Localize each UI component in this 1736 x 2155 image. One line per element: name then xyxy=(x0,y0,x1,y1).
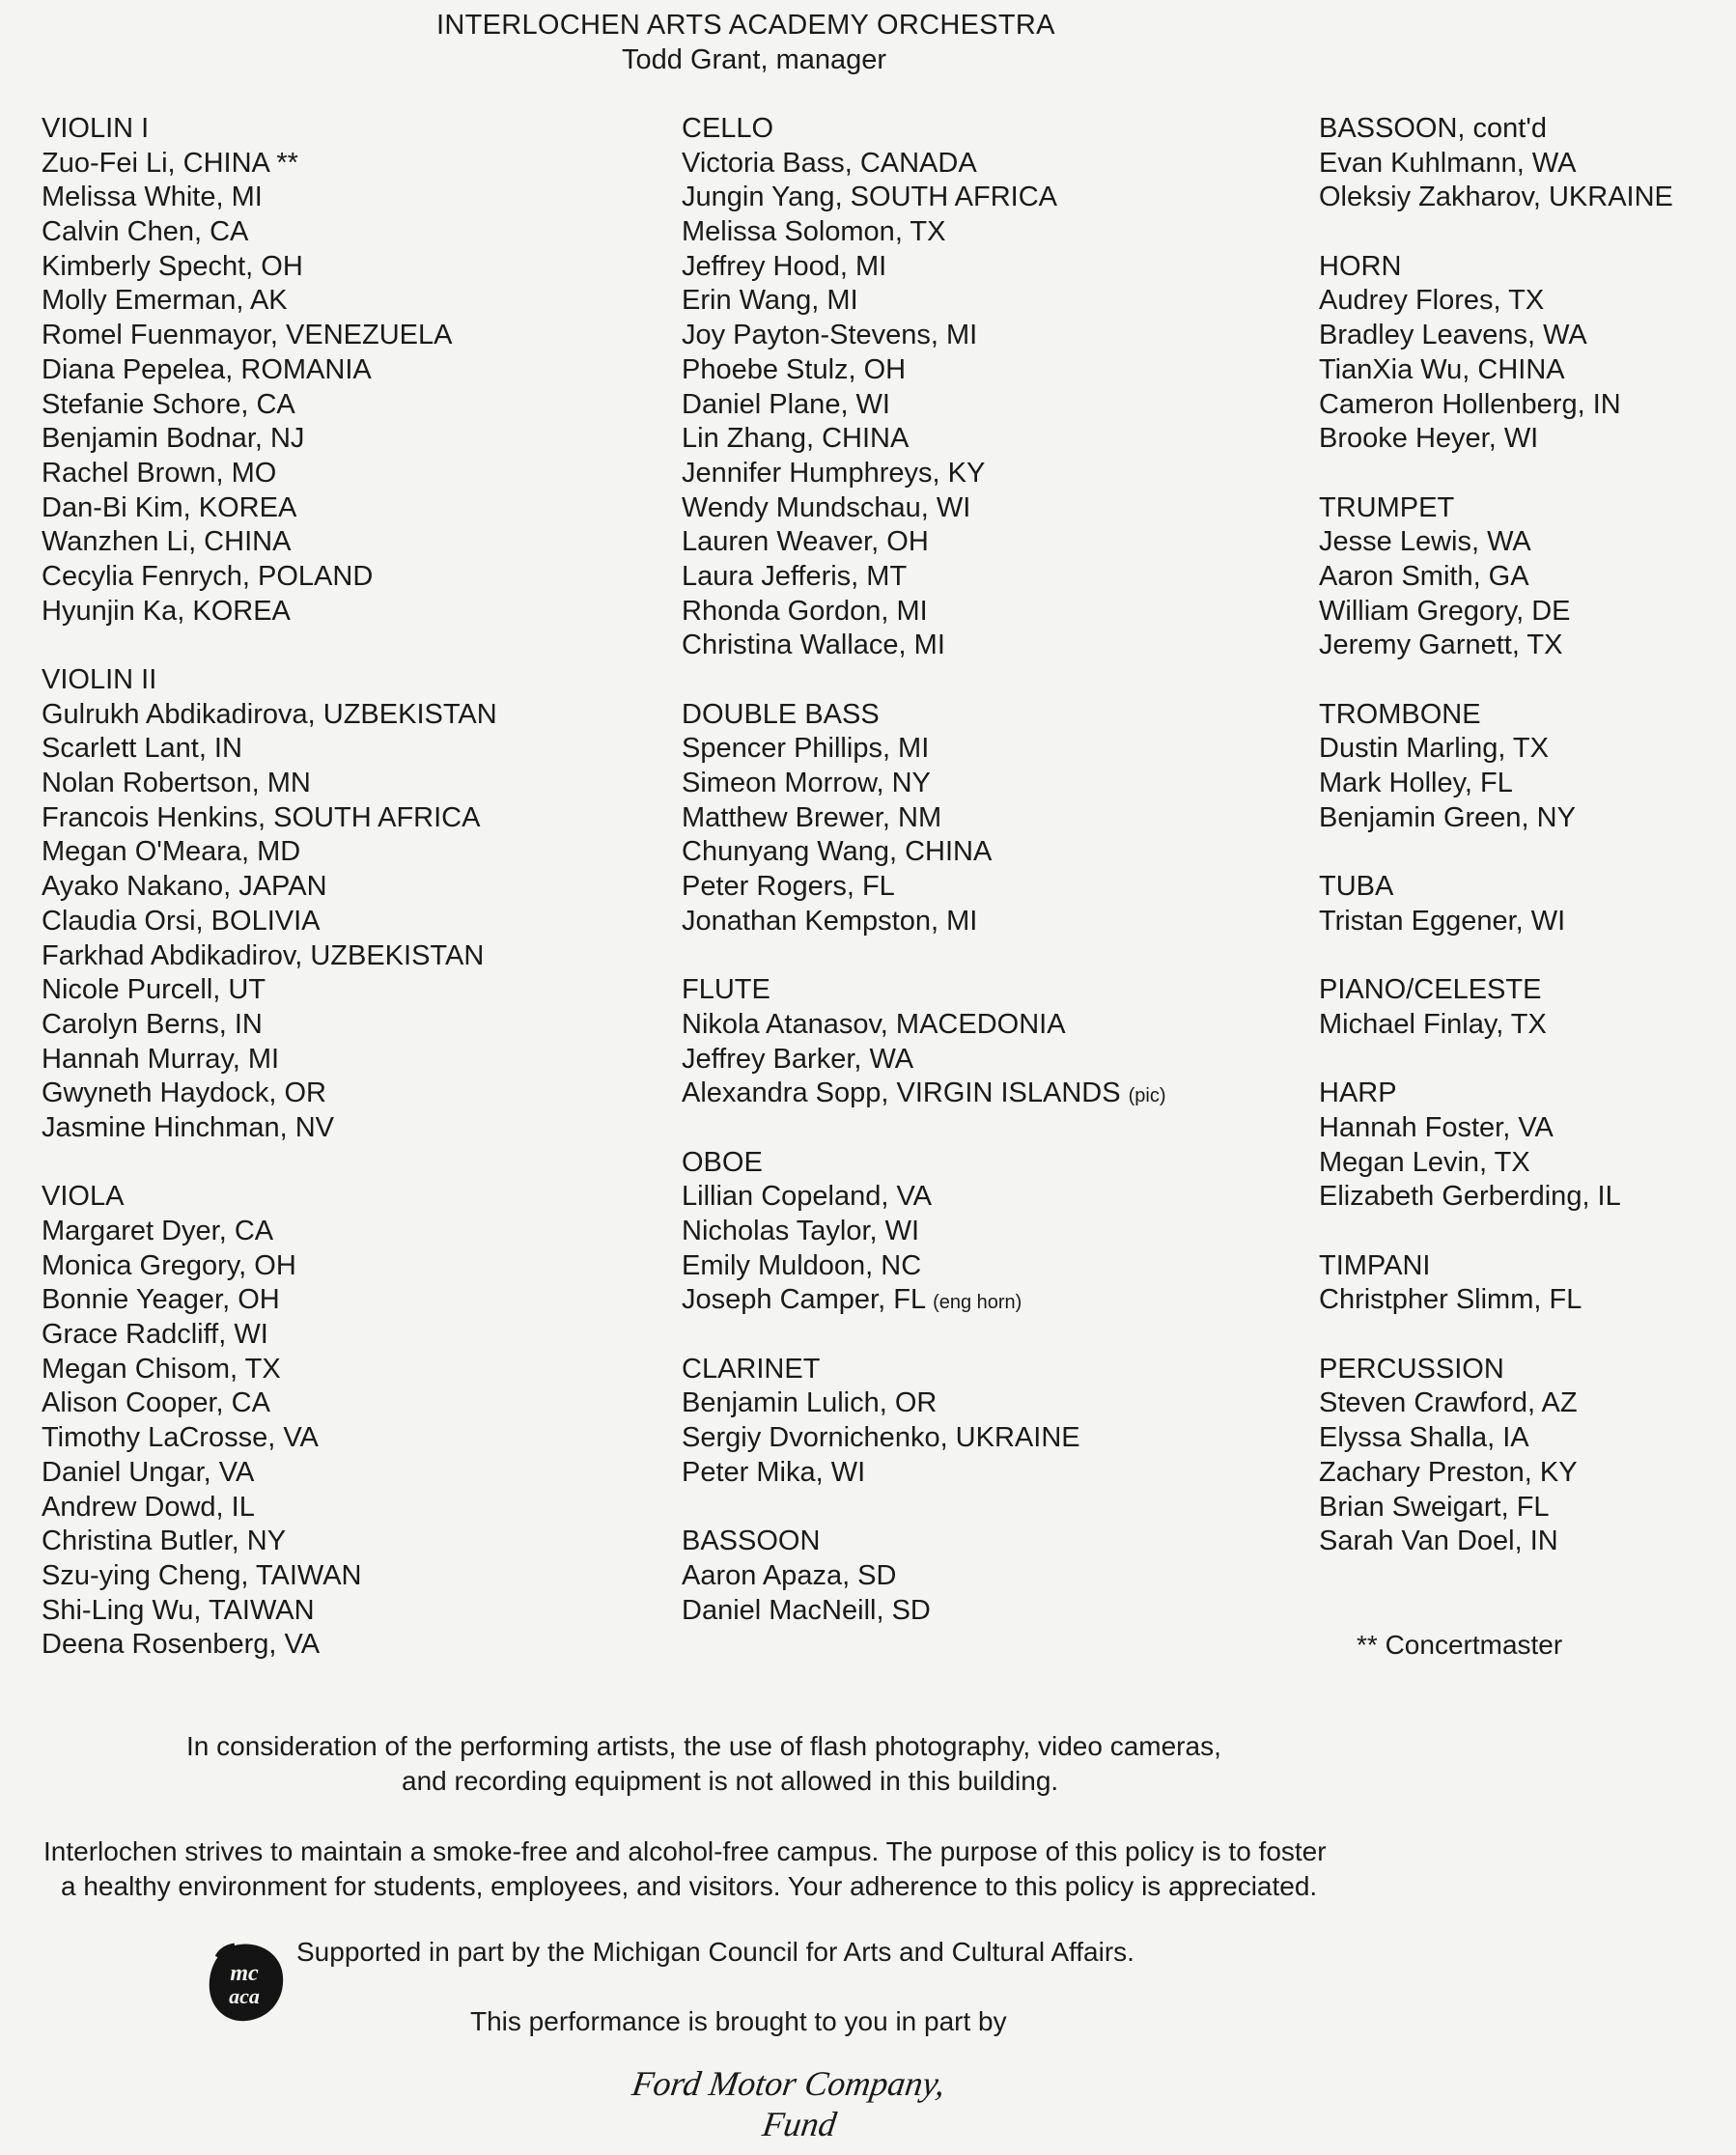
section-spacer xyxy=(1319,835,1673,870)
roster-section xyxy=(42,663,497,1146)
musician-entry: Joy Payton-Stevens, MI xyxy=(682,320,978,351)
section-spacer xyxy=(1319,663,1673,698)
musician-entry: Lillian Copeland, VA xyxy=(682,1181,933,1213)
roster-section xyxy=(42,112,497,629)
musician-entry: Ayako Nakano, JAPAN xyxy=(42,871,327,903)
roster-section xyxy=(682,112,1166,663)
musician-entry: Spencer Phillips, MI xyxy=(682,733,930,765)
musician-entry: Gulrukh Abdikadirova, UZBEKISTAN xyxy=(42,698,497,730)
section-spacer xyxy=(682,663,1166,698)
musician-entry: Grace Radcliff, WI xyxy=(42,1319,268,1351)
section-spacer xyxy=(42,1146,497,1181)
section-spacer xyxy=(1319,457,1673,491)
musician-entry: William Gregory, DE xyxy=(1319,595,1571,627)
musician-entry: Christina Wallace, MI xyxy=(682,630,945,661)
photo-notice-line-1: In consideration of the performing artists, the use of flash photography, video cameras, xyxy=(186,1731,1221,1761)
musician-entry: Zuo-Fei Li, CHINA ** xyxy=(42,147,298,179)
ford-signature-line-1: Ford Motor Company, xyxy=(630,2064,948,2103)
orchestra-title: INTERLOCHEN ARTS ACADEMY ORCHESTRA xyxy=(436,10,1055,41)
section-spacer xyxy=(42,629,497,663)
musician-entry: Stefanie Schore, CA xyxy=(42,388,295,420)
musician-entry: Deena Rosenberg, VA xyxy=(42,1629,321,1661)
smoke-notice-line-1: Interlochen strives to maintain a smoke-free and alcohol-free campus. The purpose of this policy is to foster xyxy=(43,1836,1327,1866)
musician-entry: Daniel Ungar, VA xyxy=(42,1456,255,1488)
musician-entry: Megan O'Meara, MD xyxy=(42,836,301,868)
musician-entry: Aaron Smith, GA xyxy=(1319,560,1529,592)
section-spacer xyxy=(1319,939,1673,974)
roster-section xyxy=(682,973,1166,1111)
musician-entry: Jeffrey Barker, WA xyxy=(682,1043,914,1075)
musician-entry: Bradley Leavens, WA xyxy=(1319,320,1587,351)
logo-text-top: mc xyxy=(230,1961,259,1986)
musician-entry: Michael Finlay, TX xyxy=(1319,1008,1547,1040)
roster-section xyxy=(1319,112,1673,215)
musician-name: Alexandra Sopp, VIRGIN ISLANDS xyxy=(682,1078,1121,1109)
musician-entry: Jeffrey Hood, MI xyxy=(682,250,887,282)
section-heading: VIOLIN II xyxy=(42,664,157,695)
musician-entry: Oleksiy Zakharov, UKRAINE xyxy=(1319,182,1673,213)
musician-entry: Chunyang Wang, CHINA xyxy=(682,836,993,868)
section-spacer xyxy=(682,1111,1166,1146)
musician-entry: Romel Fuenmayor, VENEZUELA xyxy=(42,320,453,351)
musician-entry: Kimberly Specht, OH xyxy=(42,250,303,282)
musician-entry: Sergiy Dvornichenko, UKRAINE xyxy=(682,1422,1080,1454)
section-heading: TROMBONE xyxy=(1319,698,1481,730)
musician-entry: Lin Zhang, CHINA xyxy=(682,423,910,455)
support-notice: Supported in part by the Michigan Council for Arts and Cultural Affairs. xyxy=(296,1937,1134,1967)
musician-entry: Alison Cooper, CA xyxy=(42,1387,270,1419)
musician-entry xyxy=(682,1283,1166,1318)
section-spacer xyxy=(1319,1318,1673,1353)
musician-entry: Christina Butler, NY xyxy=(42,1525,287,1557)
musician-entry: Rachel Brown, MO xyxy=(42,457,277,489)
roster-column-3 xyxy=(1319,112,1673,1559)
musician-entry: Carolyn Berns, IN xyxy=(42,1008,263,1040)
section-heading: PIANO/CELESTE xyxy=(1319,974,1542,1006)
musician-entry: Timothy LaCrosse, VA xyxy=(42,1422,319,1454)
musician-entry: Cameron Hollenberg, IN xyxy=(1319,388,1621,420)
musician-entry: Mark Holley, FL xyxy=(1319,768,1513,799)
logo-text-bottom: aca xyxy=(229,1984,260,2008)
mcaca-logo xyxy=(206,1942,287,2023)
musician-entry: Jeremy Garnett, TX xyxy=(1319,630,1563,661)
roster-section xyxy=(682,1525,1166,1628)
musician-entry: Peter Mika, WI xyxy=(682,1456,866,1488)
roster-column-2 xyxy=(682,112,1166,1628)
musician-entry: Matthew Brewer, NM xyxy=(682,801,942,833)
musician-entry: Nicole Purcell, UT xyxy=(42,974,266,1006)
musician-entry: Jasmine Hinchman, NV xyxy=(42,1111,334,1143)
section-spacer xyxy=(682,1491,1166,1525)
musician-entry: Dan-Bi Kim, KOREA xyxy=(42,491,297,523)
musician-entry: Jungin Yang, SOUTH AFRICA xyxy=(682,182,1057,213)
musician-entry: Hannah Foster, VA xyxy=(1319,1111,1554,1143)
musician-entry: Benjamin Bodnar, NJ xyxy=(42,423,305,455)
musician-entry: Francois Henkins, SOUTH AFRICA xyxy=(42,801,481,833)
section-heading: CLARINET xyxy=(682,1353,821,1385)
musician-entry: Christpher Slimm, FL xyxy=(1319,1284,1582,1316)
section-heading: BASSOON, cont'd xyxy=(1319,113,1548,144)
musician-entry: Diana Pepelea, ROMANIA xyxy=(42,353,372,385)
musician-entry: Erin Wang, MI xyxy=(682,285,858,317)
musician-entry: Gwyneth Haydock, OR xyxy=(42,1078,326,1109)
musician-entry: Brian Sweigart, FL xyxy=(1319,1491,1550,1523)
section-heading: PERCUSSION xyxy=(1319,1353,1504,1385)
musician-entry: Laura Jefferis, MT xyxy=(682,560,908,592)
musician-entry: Sarah Van Doel, IN xyxy=(1319,1525,1558,1557)
ford-signature-line-2: Fund xyxy=(760,2105,839,2143)
musician-entry: Hannah Murray, MI xyxy=(42,1043,280,1075)
roster-section xyxy=(1319,698,1673,836)
roster-section xyxy=(1319,1249,1673,1318)
musician-entry: Victoria Bass, CANADA xyxy=(682,147,977,179)
musician-entry: Wendy Mundschau, WI xyxy=(682,491,971,523)
roster-section xyxy=(682,698,1166,939)
roster-section xyxy=(42,1180,497,1663)
musician-entry: Andrew Dowd, IL xyxy=(42,1491,255,1523)
section-heading: VIOLA xyxy=(42,1181,125,1213)
musician-entry: Lauren Weaver, OH xyxy=(682,526,929,558)
musician-entry: Audrey Flores, TX xyxy=(1319,285,1545,317)
musician-entry: Melissa White, MI xyxy=(42,182,263,213)
musician-entry: Megan Levin, TX xyxy=(1319,1146,1530,1178)
section-heading: FLUTE xyxy=(682,974,770,1006)
musician-entry: Nikola Atanasov, MACEDONIA xyxy=(682,1008,1066,1040)
roster-section xyxy=(1319,491,1673,663)
musician-entry: Evan Kuhlmann, WA xyxy=(1319,147,1577,179)
musician-entry: Dustin Marling, TX xyxy=(1319,733,1549,765)
instrument-note: (pic) xyxy=(1128,1085,1166,1107)
performance-notice: This performance is brought to you in part by xyxy=(470,2006,1007,2036)
musician-entry: Aaron Apaza, SD xyxy=(682,1559,897,1591)
instrument-note: (eng horn) xyxy=(933,1292,1022,1314)
roster-section xyxy=(682,1146,1166,1318)
musician-entry: Jonathan Kempston, MI xyxy=(682,905,978,937)
musician-entry: Monica Gregory, OH xyxy=(42,1249,296,1281)
musician-entry: Peter Rogers, FL xyxy=(682,871,895,903)
musician-entry: Szu-ying Cheng, TAIWAN xyxy=(42,1559,362,1591)
section-spacer xyxy=(682,939,1166,974)
musician-entry: Zachary Preston, KY xyxy=(1319,1456,1578,1488)
mcaca-logo-mark xyxy=(206,1942,287,2023)
musician-entry: Jesse Lewis, WA xyxy=(1319,526,1531,558)
musician-entry: Nicholas Taylor, WI xyxy=(682,1216,920,1246)
musician-entry: Nolan Robertson, MN xyxy=(42,768,311,799)
musician-entry: Shi-Ling Wu, TAIWAN xyxy=(42,1594,315,1626)
musician-entry: Megan Chisom, TX xyxy=(42,1353,281,1385)
musician-entry: Claudia Orsi, BOLIVIA xyxy=(42,905,321,937)
musician-entry: Elizabeth Gerberding, IL xyxy=(1319,1181,1621,1213)
musician-entry: Farkhad Abdikadirov, UZBEKISTAN xyxy=(42,939,485,971)
musician-entry: Brooke Heyer, WI xyxy=(1319,423,1539,455)
musician-entry: Calvin Chen, CA xyxy=(42,216,249,248)
musician-entry: Rhonda Gordon, MI xyxy=(682,595,928,627)
musician-entry: Margaret Dyer, CA xyxy=(42,1216,274,1246)
roster-section xyxy=(1319,973,1673,1042)
section-heading: DOUBLE BASS xyxy=(682,698,880,730)
musician-entry: Wanzhen Li, CHINA xyxy=(42,526,292,558)
musician-name: Joseph Camper, FL xyxy=(682,1284,925,1316)
section-spacer xyxy=(1319,1043,1673,1078)
roster-section xyxy=(682,1353,1166,1491)
section-heading: BASSOON xyxy=(682,1525,821,1557)
section-spacer xyxy=(1319,215,1673,250)
musician-entry: Scarlett Lant, IN xyxy=(42,733,242,765)
musician-entry: Hyunjin Ka, KOREA xyxy=(42,595,291,627)
section-heading: CELLO xyxy=(682,113,774,144)
musician-entry: Elyssa Shalla, IA xyxy=(1319,1422,1529,1454)
roster-section xyxy=(1319,870,1673,938)
section-heading: HORN xyxy=(1319,250,1402,282)
musician-entry: Tristan Eggener, WI xyxy=(1319,905,1566,937)
musician-entry: Bonnie Yeager, OH xyxy=(42,1284,280,1316)
musician-entry xyxy=(682,1077,1166,1111)
section-heading: HARP xyxy=(1319,1078,1397,1109)
roster-section xyxy=(1319,1353,1673,1559)
musician-entry: Melissa Solomon, TX xyxy=(682,216,946,248)
roster-section xyxy=(1319,1077,1673,1215)
musician-entry: Emily Muldoon, NC xyxy=(682,1249,922,1281)
section-spacer xyxy=(682,1318,1166,1353)
smoke-notice-line-2: a healthy environment for students, employees, and visitors. Your adherence to this policy is appreciated. xyxy=(61,1871,1318,1901)
musician-entry: Steven Crawford, AZ xyxy=(1319,1387,1578,1419)
section-heading: TIMPANI xyxy=(1319,1249,1431,1281)
musician-entry: Daniel Plane, WI xyxy=(682,388,890,420)
roster-column-1 xyxy=(42,112,497,1663)
musician-entry: Daniel MacNeill, SD xyxy=(682,1594,931,1626)
musician-entry: Benjamin Green, NY xyxy=(1319,801,1576,833)
photo-notice-line-2: and recording equipment is not allowed in this building. xyxy=(402,1766,1059,1796)
concertmaster-note: ** Concertmaster xyxy=(1357,1630,1563,1660)
musician-entry: Benjamin Lulich, OR xyxy=(682,1387,938,1419)
roster-section xyxy=(1319,250,1673,457)
section-spacer xyxy=(1319,1215,1673,1249)
ford-motor-company-fund-signature xyxy=(628,2063,994,2150)
musician-entry: Cecylia Fenrych, POLAND xyxy=(42,560,374,592)
musician-entry: Simeon Morrow, NY xyxy=(682,768,931,799)
section-heading: TRUMPET xyxy=(1319,491,1455,523)
manager-line: Todd Grant, manager xyxy=(622,44,887,75)
musician-entry: Jennifer Humphreys, KY xyxy=(682,457,986,489)
musician-entry: Phoebe Stulz, OH xyxy=(682,353,907,385)
section-heading: VIOLIN I xyxy=(42,113,150,144)
musician-entry: TianXia Wu, CHINA xyxy=(1319,353,1565,385)
section-heading: OBOE xyxy=(682,1146,763,1178)
section-heading: TUBA xyxy=(1319,871,1394,903)
musician-entry: Molly Emerman, AK xyxy=(42,285,288,317)
